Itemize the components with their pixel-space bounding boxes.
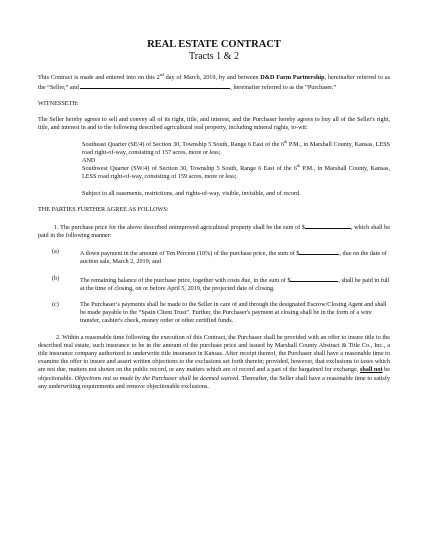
tract1-text-b: P.M., in Marshall County, Kansas, LESS road right-of-way, consisting of 157 acres, more or less; bbox=[82, 140, 390, 156]
tract2-sup: th bbox=[296, 163, 301, 169]
tract1-description bbox=[82, 138, 390, 157]
intro-paragraph bbox=[38, 71, 390, 92]
balance-blank[interactable] bbox=[290, 275, 338, 282]
purchase-price-blank[interactable] bbox=[305, 222, 351, 229]
sub-item-a-text-a: A down payment in the amount of Ten Percent (10%) of the purchase price, the sum of $ bbox=[80, 250, 300, 258]
down-payment-blank[interactable] bbox=[299, 248, 339, 255]
property-description bbox=[82, 138, 390, 182]
intro-text-1: This Contract is made and entered into on this 2 bbox=[38, 73, 160, 81]
sub-item-a bbox=[52, 248, 390, 266]
item2-shall-not: shall not bbox=[359, 366, 383, 374]
sub-item-b-text-b: , shall be paid in full at the time of closing, on or before April 5, 2019, the projected date of closing. bbox=[80, 276, 390, 292]
item2-text-b: be objectionable. bbox=[38, 366, 391, 382]
item1-text-a: 1. The purchase price for the above described unimproved agricultural property shall be the sum of $ bbox=[54, 223, 305, 231]
item2-paragraph bbox=[38, 334, 390, 391]
intro-text-4: , hereinafter referred to as the “Purchaser.” bbox=[230, 83, 337, 91]
tract1-sup: th bbox=[284, 138, 288, 144]
sub-item-b-text-a: The remaining balance of the purchase price, together with costs due, in the sum of $ bbox=[80, 276, 291, 284]
intro-text-3: , hereinafter referred to as the “Seller,” and bbox=[38, 73, 390, 91]
further-agree-heading: THE PARTIES FURTHER AGREE AS FOLLOWS: bbox=[38, 205, 169, 213]
tract1-text-a: Southeast Quarter (SE/4) of Section 30, Township 5 South, Range 6 East of the 6 bbox=[82, 140, 285, 148]
item2-text-a: 2. Within a reasonable time following the execution of this Contract, the Purchaser shall be provided with an offer to insure title to the described real estate, such insurance to be in the amount of the purchase price and issued by Marshall County Abstract & Title Co., Inc., a title insurance company authorized to underwrite title insurance in Kansas. After receipt thereof, the Purchaser shall have a reasonable time to examine the offer to insure and assert written objections to the exclusions set forth therein; provided, however, that exclusions to taxes which are not due, matters not shown on the public record, or any matters which are of record and a part of the bargained for exchange, bbox=[38, 333, 390, 374]
tract2-text-b: P.M., in Marshall County, Kansas, LESS road right-of-way, consisting of 159 acres, more or less; bbox=[82, 165, 390, 181]
seller-name: D&D Farm Partnership bbox=[260, 73, 325, 81]
sub-item-a-body bbox=[78, 248, 390, 266]
item2-waiver-italic: Objections not so made by the Purchaser shall be deemed waived. bbox=[74, 374, 240, 382]
sub-item-b-body bbox=[78, 275, 390, 293]
subject-to-clause: Subject to all easements, restrictions, and rights-of-way, visible, invisible, and of record. bbox=[82, 189, 301, 197]
item1-paragraph bbox=[38, 222, 390, 240]
and-word: AND bbox=[82, 156, 96, 164]
item2-text-c: Thereafter, the Seller shall have a reasonable time to satisfy any underwriting requirements and remove objectionable exclusions. bbox=[38, 374, 390, 390]
sub-item-c-body: The Purchaser’s payments shall be made to the Seller in care of and through the designated Escrow/Closing Agent and shall be made payable to the “Spain Client Trust”. Further, the Purchaser's payment at closing shall be in the form of a wire transfer, cashier's check, money order or other certified funds. bbox=[80, 301, 387, 325]
sub-item-b-label: (b) bbox=[52, 274, 60, 282]
intro-ordinal-suffix: nd bbox=[159, 71, 164, 77]
contract-title: REAL ESTATE CONTRACT bbox=[147, 39, 281, 50]
sub-item-c bbox=[52, 301, 390, 326]
witnesseth-heading: WITNESSETH: bbox=[38, 100, 79, 107]
sub-item-a-text-b: , due on the date of auction sale, March 2, 2019; and bbox=[80, 250, 387, 266]
sub-item-a-label: (a) bbox=[52, 248, 59, 256]
purchaser-name-blank[interactable] bbox=[80, 82, 230, 89]
tract2-text-a: Southwest Quarter (SW/4) of Section 30, Township 5 South, Range 6 East of the 6 bbox=[82, 165, 297, 173]
sub-item-b bbox=[52, 275, 390, 293]
agreement-paragraph: The Seller hereby agrees to sell and convey all of its right, title, and interest, and the Purchaser hereby agrees to buy all of the Seller's right, title, and interest in and to the following described agricultural real property, including mineral rights, to-wit: bbox=[38, 116, 390, 132]
tract2-description bbox=[82, 165, 390, 181]
item1-text-b: , which shall be paid in the following manner: bbox=[38, 223, 390, 240]
intro-text-2: day of March, 2019, by and between bbox=[163, 73, 261, 81]
sub-item-c-label: (c) bbox=[52, 301, 59, 308]
contract-subtitle: Tracts 1 & 2 bbox=[189, 51, 239, 63]
